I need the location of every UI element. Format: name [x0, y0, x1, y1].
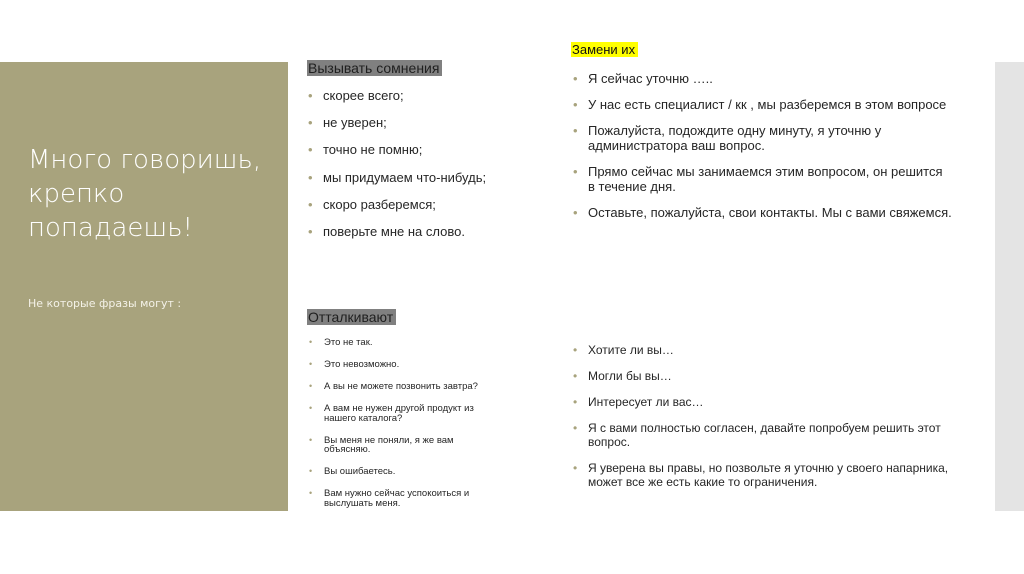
slide-subtitle: Не которые фразы могут :	[28, 297, 182, 310]
list-item: • Это не так.	[309, 338, 499, 348]
list-item: • Оставьте, пожалуйста, свои контакты. Мы с вами свяжемся.	[573, 205, 953, 220]
list-item: • Это невозможно.	[309, 360, 499, 370]
list-item: • Хотите ли вы…	[573, 343, 983, 357]
doubt-list	[308, 88, 548, 251]
list-item: • точно не помню;	[308, 142, 548, 157]
list-item: • скоро разберемся;	[308, 197, 548, 212]
list-item: • Я с вами полностью согласен, давайте попробуем решить этот вопрос.	[573, 421, 983, 449]
list-item: • Пожалуйста, подождите одну минуту, я уточню у администратора ваш вопрос.	[573, 123, 953, 153]
title-panel	[0, 62, 288, 511]
replace-list-top	[573, 71, 953, 231]
doubt-heading: Вызывать сомнения	[307, 60, 442, 76]
list-item: • Я сейчас уточню …..	[573, 71, 953, 86]
list-item: • мы придумаем что-нибудь;	[308, 170, 548, 185]
list-item: • поверьте мне на слово.	[308, 224, 548, 239]
list-item: • скорее всего;	[308, 88, 548, 103]
list-item: • Интересует ли вас…	[573, 395, 983, 409]
replace-heading: Замени их	[571, 42, 638, 57]
repel-list	[309, 338, 499, 521]
slide-title: Много говоришь, крепко попадаешь!	[28, 145, 262, 243]
replace-list-bottom	[573, 343, 983, 501]
list-item: • Вы меня не поняли, я же вам объясняю.	[309, 436, 499, 455]
list-item: • У нас есть специалист / кк , мы разберемся в этом вопросе	[573, 97, 953, 112]
list-item: • А вам не нужен другой продукт из нашего каталога?	[309, 404, 499, 423]
list-item: • А вы не можете позвонить завтра?	[309, 382, 499, 392]
list-item: • Прямо сейчас мы занимаемся этим вопросом, он решится в течение дня.	[573, 164, 953, 194]
repel-heading: Отталкивают	[307, 309, 396, 325]
list-item: • Я уверена вы правы, но позвольте я уточню у своего напарника, может все же есть какие то ограничения.	[573, 461, 983, 489]
right-edge-strip	[995, 62, 1024, 511]
list-item: • Вам нужно сейчас успокоиться и выслушать меня.	[309, 489, 499, 508]
list-item: • Могли бы вы…	[573, 369, 983, 383]
list-item: • Вы ошибаетесь.	[309, 467, 499, 477]
list-item: • не уверен;	[308, 115, 548, 130]
